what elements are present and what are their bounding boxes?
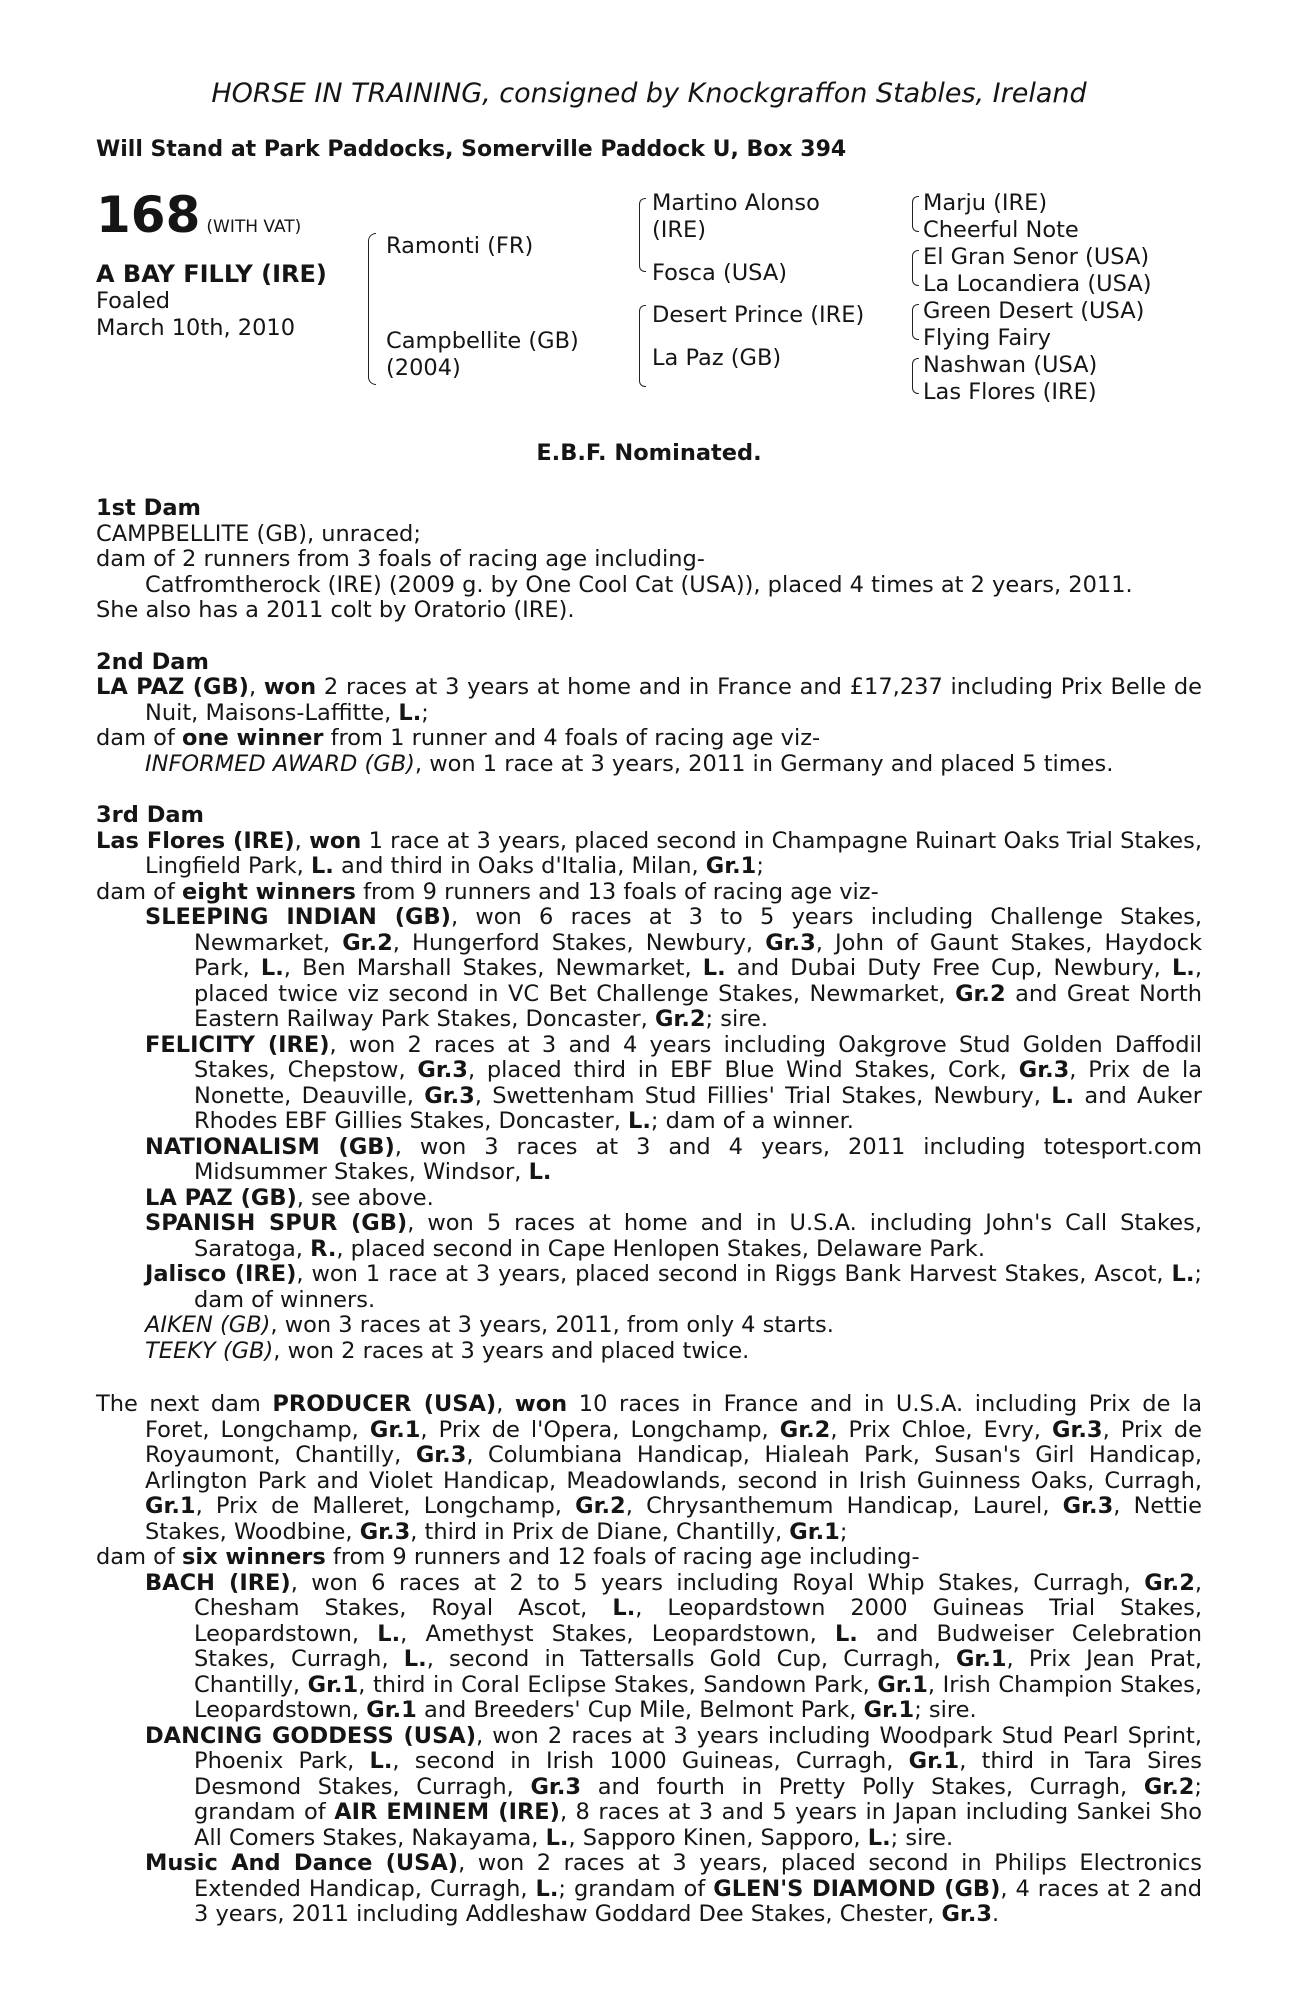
pedigree-block [96,186,1202,440]
third-dam-heading: 3rd Dam [96,802,204,828]
progeny-entry: NATIONALISM (GB), won 3 races at 3 and 4 years, 2011 including totesport.com Midsummer Stakes, Windsor, L. [145,1133,1202,1185]
next-dam-section [96,1392,1202,1928]
dam-sire: Desert Prince (IRE) [652,302,865,328]
progeny-entry: Jalisco (IRE), won 1 race at 3 years, placed second in Riggs Bank Harvest Stakes, Ascot, L.; dam of winners. [145,1261,1202,1313]
progeny-entry: TEEKY (GB), won 2 races at 3 years and placed twice. [145,1337,750,1364]
dam-line1: Campbellite (GB) [386,328,579,354]
brace-g3-c [912,304,919,340]
ebf-nominated: E.B.F. Nominated. [536,440,762,466]
next-dam-record: The next dam PRODUCER (USA), won 10 races in France and in U.S.A. including Prix de la Foret, Longchamp, Gr.1, Prix de l'Opera, Longchamp, Gr.2, Prix Chloe, Evry, Gr.3, Prix de Royaumont, Chantilly, Gr.3, Columbiana Handicap, Hialeah Park, Susan's Girl Handicap, Arlington Park and Violet Handicap, Meadowlands, second in Irish Guinness Oaks, Curragh, Gr.1, Prix de Malleret, Longchamp, Gr.2, Chrysanthemum Handicap, Laurel, Gr.3, Nettie Stakes, Woodbine, Gr.3, third in Prix de Diane, Chantilly, Gr.1; [96,1391,1203,1545]
first-dam-note: She also has a 2011 colt by Oratorio (IRE). [96,597,575,623]
second-dam-runner: INFORMED AWARD (GB), won 1 race at 3 years, 2011 in Germany and placed 5 times. [145,750,1114,777]
first-dam-section [96,496,1202,624]
first-dam-produce-line: dam of 2 runners from 3 foals of racing age including- [96,546,705,572]
progeny-entry: AIKEN (GB), won 3 races at 3 years, 2011, from only 4 starts. [145,1312,834,1338]
progeny-entry: BACH (IRE), won 6 races at 2 to 5 years including Royal Whip Stakes, Curragh, Gr.2, Chesham Stakes, Royal Ascot, L., Leopardstown 2000 Guineas Trial Stakes, Leopardstown, L., Amethyst Stakes, Leopardstown, L. and Budweiser Celebration Stakes, Curragh, L., second in Tattersalls Gold Cup, Curragh, Gr.1, Prix Jean Prat, Chantilly, Gr.1, third in Coral Eclipse Stakes, Sandown Park, Gr.1, Irish Champion Stakes, Leopardstown, Gr.1 and Breeders' Cup Mile, Belmont Park, Gr.1; sire. [145,1569,1203,1723]
foaled-label: Foaled [96,288,171,314]
second-dam-section [96,650,1202,778]
progeny-entry: SPANISH SPUR (GB), won 5 races at home and in U.S.A. including John's Call Stakes, Saratoga, R., placed second in Cape Henlopen Stakes, Delaware Park. [145,1210,1202,1262]
sire-sire-line2: (IRE) [652,217,707,243]
sire-sire-sire: Marju (IRE) [923,190,1048,216]
dam-dam-sire: Nashwan (USA) [923,352,1098,378]
sire: Ramonti (FR) [386,233,534,259]
dam-dam-dam: Las Flores (IRE) [923,379,1097,405]
third-dam-record: Las Flores (IRE), won 1 race at 3 years, placed second in Champagne Ruinart Oaks Trial Stakes, Lingfield Park, L. and third in Oaks d'Italia, Milan, Gr.1; [96,827,1202,879]
lot-number-row [96,186,302,244]
page-title: HORSE IN TRAINING, consigned by Knockgraffon Stables, Ireland [211,78,1087,109]
dam-sire-sire: Green Desert (USA) [923,298,1145,324]
brace-dam-parents [639,305,646,387]
brace-g3-a [912,196,919,232]
catalogue-body [96,496,1202,1928]
progeny-entry: SLEEPING INDIAN (GB), won 6 races at 3 to 5 years including Challenge Stakes, Newmarket, Gr.2, Hungerford Stakes, Newbury, Gr.3, John of Gaunt Stakes, Haydock Park, L., Ben Marshall Stakes, Newmarket, L. and Dubai Duty Free Cup, Newbury, L., placed twice viz second in VC Bet Challenge Stakes, Newmarket, Gr.2 and Great North Eastern Railway Park Stakes, Doncaster, Gr.2; sire. [145,904,1203,1032]
sire-dam-dam: La Locandiera (USA) [923,271,1152,297]
first-dam-heading: 1st Dam [96,495,201,521]
catalogue-page [96,78,1202,1928]
next-dam-produce-line: dam of six winners from 9 runners and 12 foals of racing age including- [96,1544,920,1570]
first-dam-name-line: CAMPBELLITE (GB), unraced; [96,520,421,547]
third-dam-produce-line: dam of eight winners from 9 runners and 13 foals of racing age viz- [96,878,879,905]
brace-g3-b [912,250,919,286]
sire-dam-sire: El Gran Senor (USA) [923,244,1150,270]
lot-number: 168 [96,186,201,244]
progeny-entry: DANCING GODDESS (USA), won 2 races at 3 years including Woodpark Stud Pearl Sprint, Phoenix Park, L., second in Irish 1000 Guineas, Curragh, Gr.1, third in Tara Sires Desmond Stakes, Curragh, Gr.3 and fourth in Pretty Polly Stakes, Curragh, Gr.2; grandam of AIR EMINEM (IRE), 8 races at 3 and 5 years in Japan including Sankei Sho All Comers Stakes, Nakayama, L., Sapporo Kinen, Sapporo, L.; sire. [145,1722,1203,1851]
progeny-entry: LA PAZ (GB), see above. [145,1184,434,1211]
lot-vat: (WITH VAT) [206,217,302,237]
dam-line2: (2004) [386,355,461,381]
sire-sire-dam: Cheerful Note [923,217,1079,243]
first-dam-runner: Catfromtherock (IRE) (2009 g. by One Cool Cat (USA)), placed 4 times at 2 years, 2011. [145,571,1133,598]
sire-dam: Fosca (USA) [652,260,788,286]
second-dam-produce-line: dam of one winner from 1 runner and 4 foals of racing age viz- [96,725,821,751]
third-dam-section [96,803,1202,1364]
brace-sire-dam [368,233,376,385]
stand-location: Will Stand at Park Paddocks, Somerville Paddock U, Box 394 [96,137,847,162]
sire-sire-line1: Martino Alonso [652,190,820,216]
lot-description: A BAY FILLY (IRE) [96,260,327,288]
dam-dam: La Paz (GB) [652,345,782,371]
brace-g3-d [912,358,919,394]
second-dam-heading: 2nd Dam [96,648,209,675]
progeny-entry: FELICITY (IRE), won 2 races at 3 and 4 years including Oakgrove Stud Golden Daffodil Stakes, Chepstow, Gr.3, placed third in EBF Blue Wind Stakes, Cork, Gr.3, Prix de la Nonette, Deauville, Gr.3, Swettenham Stud Fillies' Trial Stakes, Newbury, L. and Auker Rhodes EBF Gillies Stakes, Doncaster, L.; dam of a winner. [145,1031,1202,1134]
foaled-date: March 10th, 2010 [96,315,296,341]
dam-sire-dam: Flying Fairy [923,325,1051,351]
brace-sire-parents [639,198,646,272]
second-dam-record: LA PAZ (GB), won 2 races at 3 years at home and in France and £17,237 including Prix Belle de Nuit, Maisons-Laffitte, L.; [96,674,1202,726]
progeny-entry: Music And Dance (USA), won 2 races at 3 years, placed second in Philips Electronics Extended Handicap, Curragh, L.; grandam of GLEN'S DIAMOND (GB), 4 races at 2 and 3 years, 2011 including Addleshaw Goddard Dee Stakes, Chester, Gr.3. [145,1850,1203,1927]
